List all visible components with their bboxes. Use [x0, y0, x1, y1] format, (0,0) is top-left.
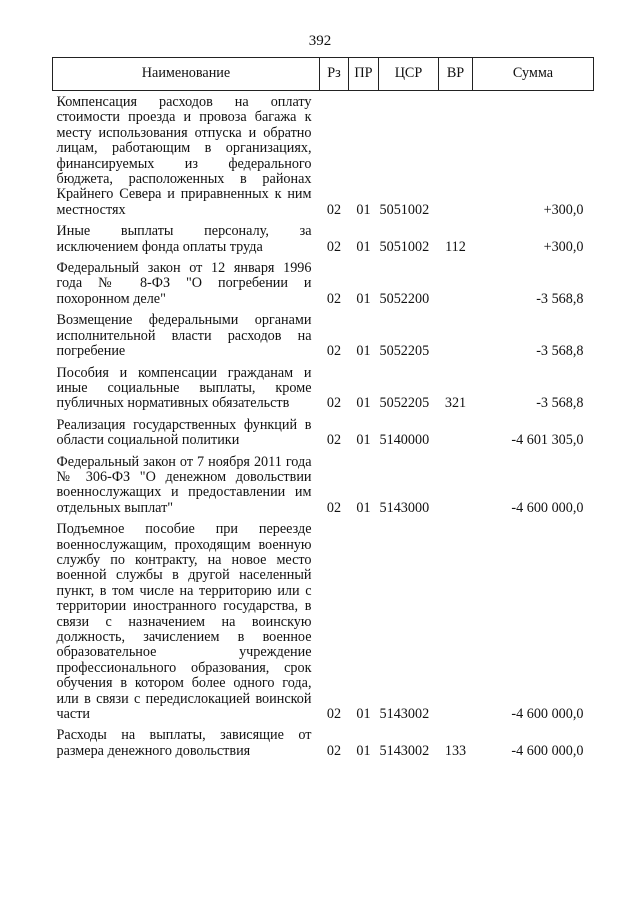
row-pr: 01 — [356, 742, 371, 759]
row-sum: -4 600 000,0 — [511, 706, 584, 723]
row-name: Иные выплаты персоналу, за исключением фонда оплаты труда — [56, 223, 312, 255]
row-vr: 321 — [444, 395, 467, 412]
row-rz: 02 — [326, 238, 342, 255]
row-csr: 5052200 — [379, 290, 430, 307]
budget-table — [52, 57, 594, 759]
row-sum: -3 568,8 — [536, 343, 584, 360]
table-row — [53, 722, 594, 759]
row-pr: 01 — [356, 290, 371, 307]
header-vr: ВР — [439, 58, 473, 91]
row-csr: 5140000 — [379, 432, 430, 449]
row-pr: 01 — [356, 432, 371, 449]
row-sum: -3 568,8 — [536, 395, 584, 412]
row-vr: 112 — [445, 238, 466, 255]
row-pr: 01 — [356, 706, 371, 723]
header-csr: ЦСР — [379, 58, 439, 91]
table-row — [53, 412, 594, 449]
row-name: Компенсация расходов на оплату стоимости проезда и провоза багажа к месту использования отпуска и обратно лицам, работающим в организациях, финансируемых из федерального бюджета, расположенных в районах Крайнего Севера и приравненных к ним местностях — [56, 94, 312, 218]
table-row — [53, 307, 594, 359]
row-rz: 02 — [326, 343, 342, 360]
row-name: Подъемное пособие при переезде военнослужащим, проходящим военную службу по контракту, на новое место военной службы в другой населенный пункт, в том числе на территорию или с территории иностранного государства, в связи с назначением на воинскую должность, зачислением в военное образовательное учреждение профессионального образования, срок обучения в котором более одного года, или в связи с передислокацией воинской части — [56, 521, 312, 723]
row-vr — [439, 516, 473, 722]
row-csr: 5052205 — [379, 395, 430, 412]
row-pr: 01 — [356, 395, 371, 412]
row-sum: -3 568,8 — [536, 290, 584, 307]
row-pr: 01 — [356, 343, 371, 360]
row-csr: 5051002 — [379, 238, 430, 255]
row-vr — [439, 412, 473, 449]
row-vr: 133 — [444, 742, 467, 759]
row-sum: +300,0 — [543, 238, 584, 255]
header-rz: Рз — [320, 58, 349, 91]
page-number: 392 — [308, 33, 332, 49]
row-name: Возмещение федеральными органами исполнительной власти расходов на погребение — [56, 312, 312, 360]
row-name: Пособия и компенсации гражданам и иные социальные выплаты, кроме публичных нормативных обязательств — [56, 364, 312, 412]
header-sum: Сумма — [473, 58, 594, 91]
table-row — [53, 360, 594, 412]
row-vr — [439, 255, 473, 307]
row-sum: -4 601 305,0 — [511, 432, 584, 449]
table-row — [53, 516, 594, 722]
row-pr: 01 — [356, 499, 371, 516]
table-row — [53, 91, 594, 219]
table-row — [53, 449, 594, 517]
row-name: Реализация государственных функций в области социальной политики — [56, 416, 312, 449]
row-pr: 01 — [356, 201, 371, 218]
row-name: Федеральный закон от 7 ноября 2011 года № 306-ФЗ "О денежном довольствии военнослужащих и предоставлении им отдельных выплат" — [56, 453, 312, 516]
row-rz: 02 — [326, 201, 342, 218]
row-vr — [439, 91, 473, 219]
table-row — [53, 218, 594, 255]
row-vr — [439, 449, 473, 517]
row-rz: 02 — [326, 290, 342, 307]
row-csr: 5143002 — [379, 742, 430, 759]
row-name: Федеральный закон от 12 января 1996 года № 8-ФЗ "О погребении и похоронном деле" — [56, 260, 312, 307]
row-csr: 5051002 — [379, 201, 430, 218]
row-name: Расходы на выплаты, зависящие от размера денежного довольствия — [56, 727, 312, 759]
header-pr: ПР — [349, 58, 379, 91]
row-pr: 01 — [356, 238, 371, 255]
row-rz: 02 — [326, 742, 342, 759]
row-sum: -4 600 000,0 — [511, 742, 584, 759]
row-rz: 02 — [326, 432, 342, 449]
row-csr: 5143000 — [379, 499, 430, 516]
row-csr: 5143002 — [379, 706, 430, 723]
row-vr — [439, 307, 473, 359]
row-rz: 02 — [326, 499, 342, 516]
row-sum: -4 600 000,0 — [511, 499, 584, 516]
row-rz: 02 — [326, 706, 342, 723]
header-name: Наименование — [53, 58, 320, 91]
row-rz: 02 — [326, 395, 342, 412]
row-csr: 5052205 — [379, 343, 430, 360]
table-row — [53, 255, 594, 307]
row-sum: +300,0 — [543, 201, 584, 218]
table-header-row — [53, 58, 594, 91]
